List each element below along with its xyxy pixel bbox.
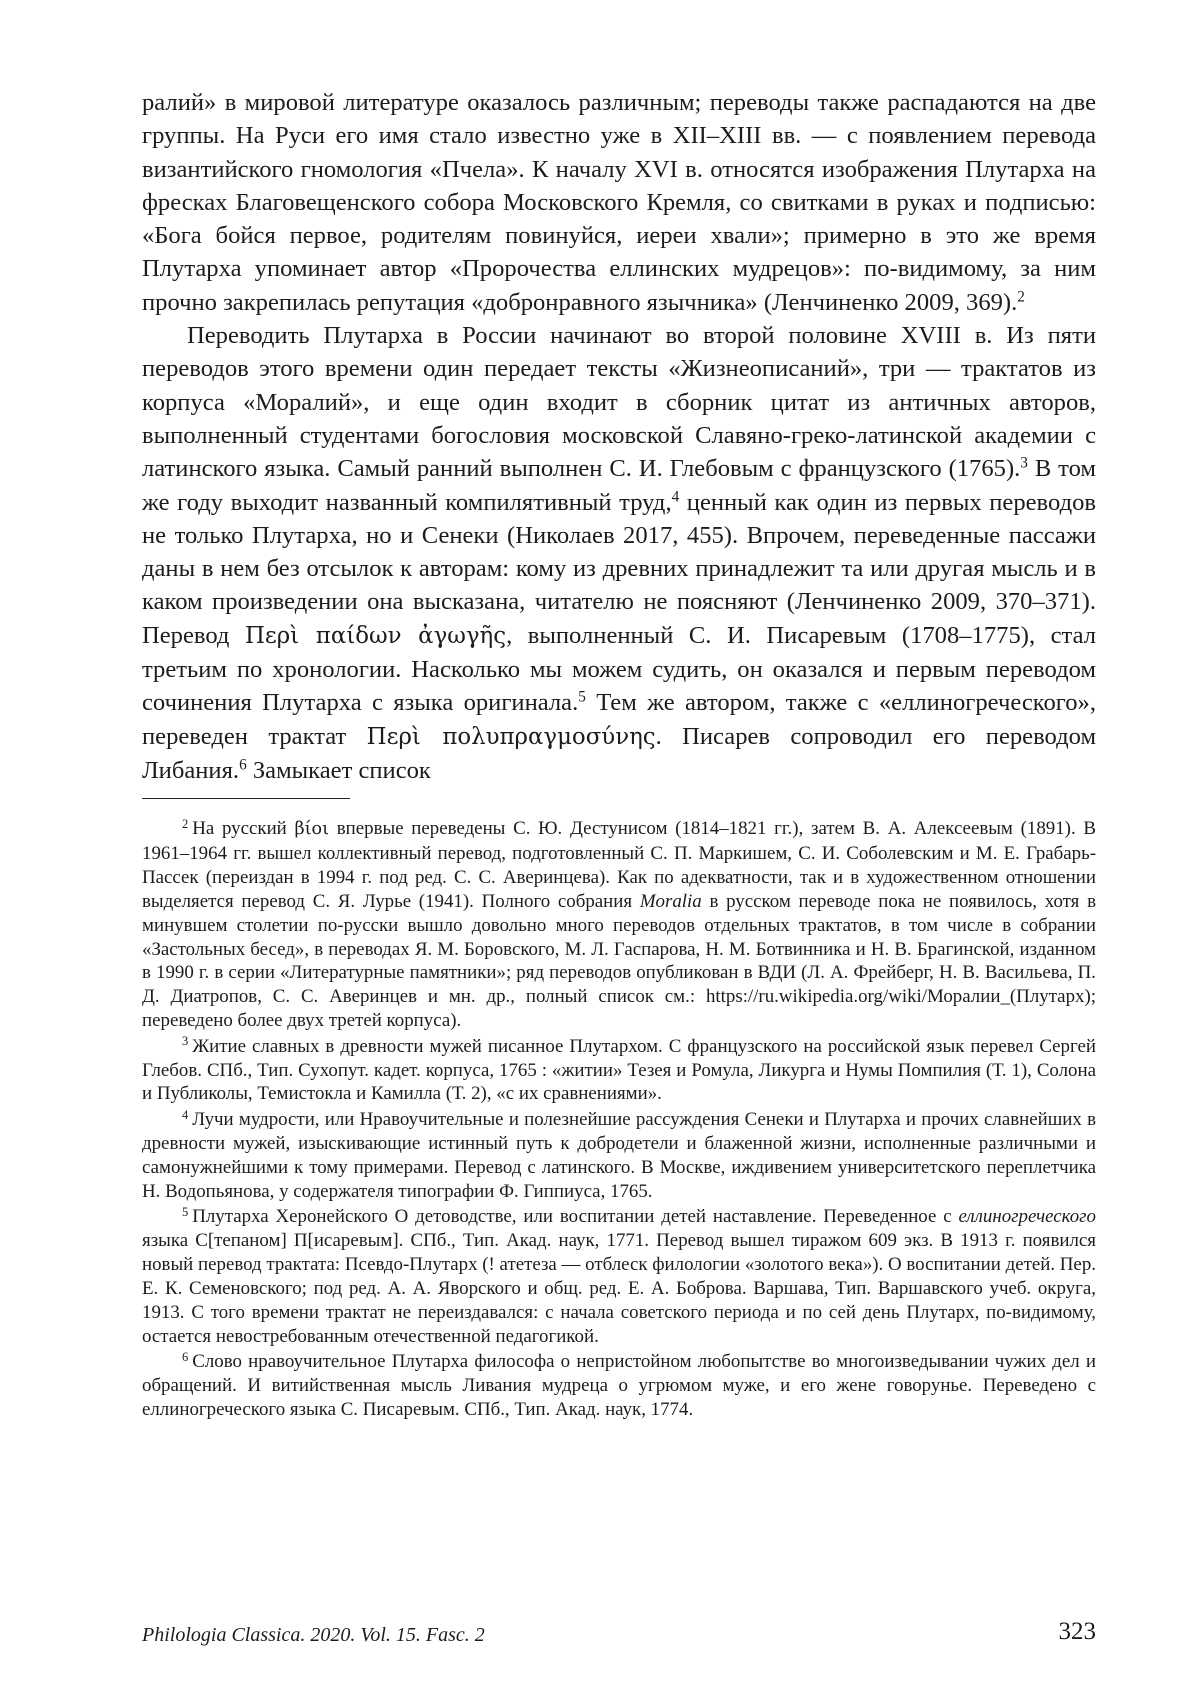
footnote-number: 3 <box>182 1034 189 1049</box>
footnote-italic: Moralia <box>639 890 702 912</box>
paragraph-2-text-b: В том же году выходит названный компилятивный труд, <box>142 455 1096 516</box>
footnote-number: 2 <box>182 816 189 831</box>
main-text <box>142 86 1096 787</box>
footnote-number: 5 <box>182 1204 189 1219</box>
footnote-italic: еллиногреческого <box>958 1206 1096 1227</box>
footnote-greek: βίοι <box>294 819 330 839</box>
paragraph-2-text-f: . Писарев сопроводил его переводом Либания. <box>142 722 1097 784</box>
footnote-5 <box>142 1205 1096 1348</box>
footnote-text: языка С[тепаном] П[исаревым]. СПб., Тип. Акад. наук, 1771. Перевод вышел тиражом 609 экз. В 1913 г. появился новый перевод трактата: Псевдо-Плутарх (! атетеза — отблеск филологии «золотого века»). О воспитании детей. Пер. Е. К. Семеновского; под ред. А. А. Яворского и общ. ред. Е. А. Боброва. Варшава, Тип. Варшавского учеб. округа, 1913. С того времени трактат не переиздавался: с начала советского периода и по сей день Плутарх, по-видимому, остается невостребованным отечественной педагогикой. <box>142 1229 1096 1347</box>
footnote-3 <box>142 1035 1096 1107</box>
paragraph-2 <box>142 319 1096 787</box>
footnote-6 <box>142 1350 1096 1422</box>
paragraph-2-text-g: Замыкает список <box>246 756 431 784</box>
footnote-text: Слово нравоучительное Плутарха философа о непристойном любопытстве во многоизведывании чужих дел и обращений. И витийственная мысль Ливания мудреца о угрюмом муже, и его жене говорунье. Переведено с еллиногреческого языка С. Писаревым. СПб., Тип. Акад. наук, 1774. <box>142 1350 1096 1420</box>
paragraph-2-text-d: , выполненный С. И. Писаревым (1708–1775), стал третьим по хронологии. Насколько мы можем судить, он оказался и первым переводом сочинения Плутарха с языка оригинала. <box>142 621 1096 717</box>
footnote-text: Житие славных в древности мужей писанное Плутархом. С французского на российской язык перевел Сергей Глебов. СПб., Тип. Сухопут. кадет. корпуса, 1765 : «житии» Тезея и Ромула, Ликурга и Нумы Помпилия (Т. 1), Солона и Публиколы, Темистокла и Камилла (Т. 2), «с их сравнениями». <box>142 1035 1096 1105</box>
footnote-text: Плутарха Херонейского О детоводстве, или воспитании детей наставление. Переведенное с <box>192 1206 959 1227</box>
footnote-4 <box>142 1108 1096 1204</box>
footnote-ref-6[interactable]: 6 <box>239 756 247 774</box>
paragraph-1-text: ралий» в мировой литературе оказалось различным; переводы также распадаются на две группы. На Руси его имя стало известно уже в XII–XIII вв. — с появлением перевода византийского гномология «Пчела». К началу XVI в. относятся изображения Плутарха на фресках Благовещенского собора Московского Кремля, со свитками в руках и подписью: «Бога бойся первое, родителям повинуйся, иереи хвали»; примерно в это же время Плутарха упоминает автор «Пророчества еллинских мудрецов»: по-видимому, за ним прочно закрепилась репутация «добронравного язычника» (Ленчиненко 2009, 369). <box>142 89 1096 316</box>
page-number: 323 <box>1058 1618 1096 1645</box>
footnote-number: 6 <box>182 1349 189 1364</box>
footnote-ref-3[interactable]: 3 <box>1020 454 1028 472</box>
footnote-ref-5[interactable]: 5 <box>578 688 586 706</box>
page-footer <box>142 1618 1096 1652</box>
footnote-text: На русский <box>192 818 295 839</box>
document-page <box>142 86 1096 1676</box>
paragraph-2-text-a: Переводить Плутарха в России начинают во второй половине XVIII в. Из пяти переводов этого времени один передает тексты «Жизнеописаний», три — трактатов из корпуса «Моралий», и еще один входит в сборник цитат из античных авторов, выполненный студентами богословия московской Славяно-греко-латинской академии с латинского языка. Самый ранний выполнен С. И. Глебовым с французского (1765). <box>142 322 1096 483</box>
footnote-ref-4[interactable]: 4 <box>671 488 680 506</box>
paragraph-2-text-c: ценный как один из первых переводов не только Плутарха, но и Сенеки (Николаев 2017, 455). Впрочем, переведенные пассажи даны в нем без отсылок к авторам: кому из древних принадлежит та или другая мысль и в каком произведении она высказана, читателю не поясняют (Ленчиненко 2009, 370–371). Перевод <box>142 488 1096 649</box>
footnote-text: впервые переведены С. Ю. Дестунисом (1814–1821 гг.), затем В. А. Алексеевым (1891). В 1961–1964 гг. вышел коллективный перевод, подготовленный С. П. Маркишем, С. И. Соболевским и М. Е. Грабарь-Пассек (переиздан в 1994 г. под ред. С. С. Аверинцева). Как по адекватности, так и в художественном отношении выделяется перевод С. Я. Лурье (1941). Полного собрания <box>142 818 1097 912</box>
greek-title-2: Περὶ πολυπραγμοσύνης <box>366 723 656 750</box>
greek-title-1: Περὶ παίδων ἀγωγῆς <box>244 622 507 649</box>
footnote-ref-2[interactable]: 2 <box>1017 288 1025 306</box>
journal-citation: Philologia Classica. 2020. Vol. 15. Fasc. 2 <box>142 1624 485 1646</box>
footnote-text: в русском переводе пока не появилось, хотя в минувшем столетии по-русски вышло довольно много переводов отдельных трактатов, в том числе в собрании «Застольных бесед», в переводах Я. М. Боровского, М. Л. Гаспарова, Н. М. Ботвинника и Н. В. Брагинской, изданном в 1990 г. в серии «Литературные памятники»; ряд переводов опубликован в ВДИ (Л. А. Фрейберг, Н. В. Васильева, П. Д. Диатропов, С. С. Аверинцев и мн. др., полный список см.: https://ru.wikipedia.org/wiki/Моралии_(Плутарх); переведено более двух третей корпуса). <box>142 890 1096 1032</box>
footnote-separator <box>142 798 350 799</box>
footnotes <box>142 817 1096 1423</box>
footnote-text: Лучи мудрости, или Нравоучительные и полезнейшие рассуждения Сенеки и Плутарха и прочих славнейших в древности мужей, изыскивающие истинный путь к добродетели и блаженной жизни, исполненные различными и самонужнейшими к тому примерами. Перевод с латинского. В Москве, иждивением университетского переплетчика Н. Водопьянова, у содержателя типографии Ф. Гиппиуса, 1765. <box>142 1108 1096 1202</box>
paragraph-2-text-e: Тем же автором, также с «еллиногреческого», переведен трактат <box>142 689 1096 750</box>
paragraph-1 <box>142 86 1096 319</box>
footnote-2 <box>142 817 1096 1033</box>
footnote-number: 4 <box>182 1107 189 1122</box>
